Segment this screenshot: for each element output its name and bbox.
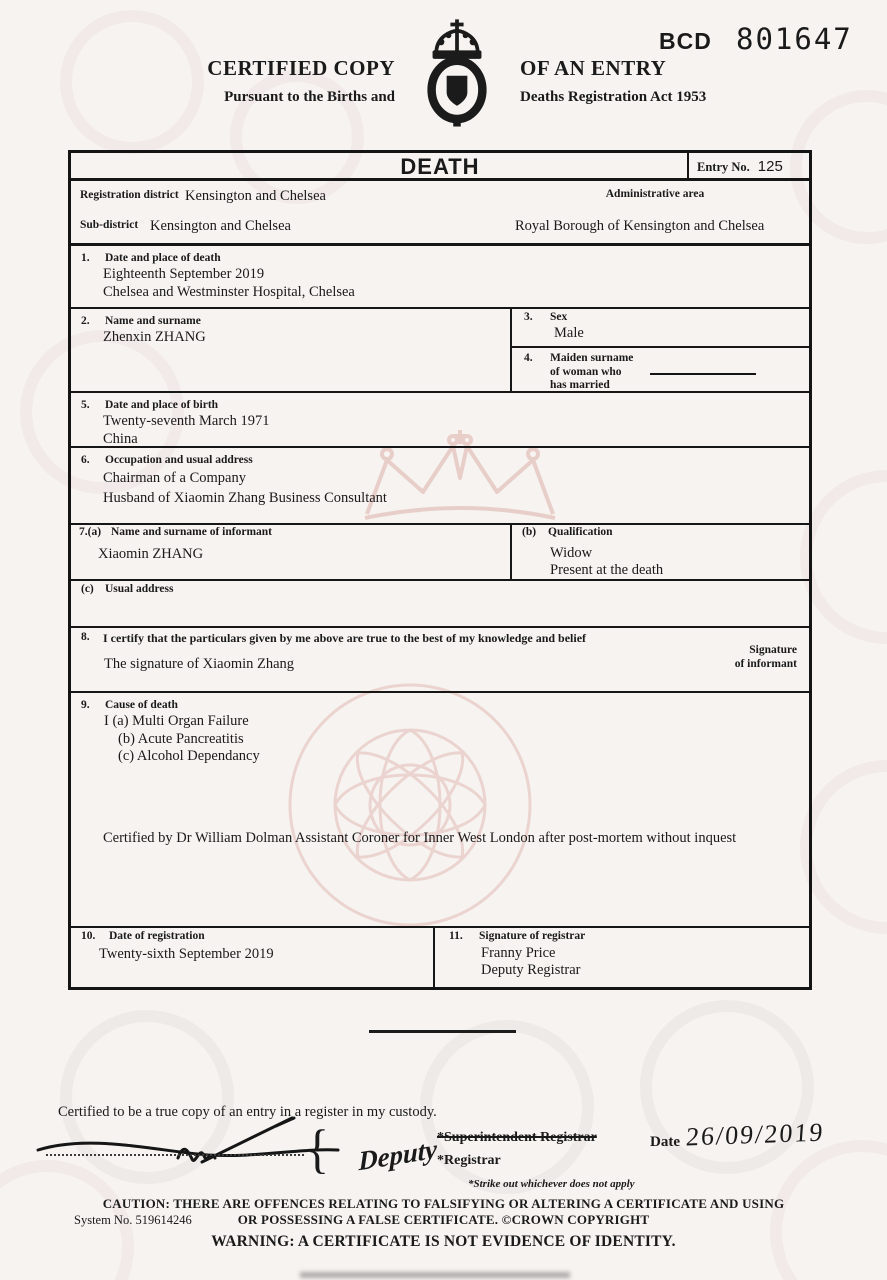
section-3-label: Sex (550, 311, 568, 323)
section-7a-label: Name and surname of informant (111, 526, 272, 538)
paper-watermark (800, 470, 887, 644)
signature-side-line2: of informant (734, 657, 797, 670)
section-4-label (550, 352, 633, 393)
brace-glyph: { (306, 1119, 330, 1180)
section-8 (71, 628, 809, 693)
system-number: System No. 519614246 (74, 1213, 192, 1227)
registration-district-label: Registration district (80, 189, 179, 201)
registrar-name-value: Franny Price (481, 945, 556, 961)
section-10-label: Date of registration (109, 930, 205, 942)
section-6 (71, 448, 809, 525)
caution-line2: OR POSSESSING A FALSE CERTIFICATE. ©CROWN COPYRIGHT (237, 1212, 650, 1227)
qualification-value2: Present at the death (550, 562, 664, 578)
section-10-number: 10. (81, 930, 96, 942)
section-11-label: Signature of registrar (479, 930, 586, 942)
section-2-number: 2. (81, 315, 90, 327)
section-1 (71, 246, 809, 309)
section-2-label: Name and surname (105, 315, 201, 327)
section-1-number: 1. (81, 252, 90, 264)
section-4-label-line1: Maiden surname (550, 352, 634, 364)
name-surname-value: Zhenxin ZHANG (103, 329, 206, 345)
section-7c-label: Usual address (105, 583, 174, 595)
date-of-registration-value: Twenty-sixth September 2019 (99, 946, 274, 962)
administrative-area-label: Administrative area (605, 188, 705, 200)
header-title-right: OF AN ENTRY (520, 56, 667, 80)
section-2-3-4 (71, 309, 809, 393)
section-4-number: 4. (524, 352, 533, 364)
section-4-label-line3: has married (550, 379, 610, 391)
section-4 (512, 348, 809, 391)
form-title: DEATH (400, 154, 480, 179)
row-death-header (71, 153, 809, 181)
maiden-surname-blank-line (650, 373, 756, 375)
section-9-number: 9. (81, 699, 90, 711)
qualification-value1: Widow (550, 545, 593, 561)
place-of-death-value: Chelsea and Westminster Hospital, Chelsea (103, 283, 355, 300)
royal-crest-icon (410, 14, 504, 130)
paper-watermark (60, 10, 204, 154)
signature-dotted-line (46, 1138, 304, 1156)
section-7c (71, 581, 809, 628)
section-5-label: Date and place of birth (105, 399, 219, 411)
paper-watermark (800, 760, 887, 934)
signature-of-informant-label (735, 644, 797, 671)
section-7b-number: (b) (522, 526, 537, 538)
section-11 (435, 928, 809, 987)
date-of-death-value: Eighteenth September 2019 (103, 266, 265, 282)
section-7ab (71, 525, 809, 581)
section-7a-number: 7.(a) (79, 526, 102, 538)
registration-district-value: Kensington and Chelsea (185, 188, 326, 204)
section-10-11 (71, 928, 809, 987)
header-subtitle-right: Deaths Registration Act 1953 (520, 89, 707, 105)
section-5-number: 5. (81, 399, 90, 411)
sex-value: Male (554, 325, 584, 341)
coroner-certification: Certified by Dr William Dolman Assistant Coroner for Inner West London after post-mortem without inquest (103, 830, 737, 846)
informant-name-value: Xiaomin ZHANG (98, 546, 204, 562)
registrar-label: *Registrar (437, 1153, 501, 1168)
cause-of-death-1c: (c) Alcohol Dependancy (118, 748, 260, 764)
section-7a (71, 525, 512, 579)
cause-of-death-1b: (b) Acute Pancreatitis (118, 730, 244, 747)
deputy-handwriting: Deputy (358, 1133, 438, 1177)
section-7c-number: (c) (81, 583, 94, 595)
certified-copy-statement: Certified to be a true copy of an entry in a register in my custody. (58, 1104, 437, 1120)
entry-no-label: Entry No. (697, 160, 750, 174)
warning-statement: WARNING: A CERTIFICATE IS NOT EVIDENCE OF IDENTITY. (211, 1233, 676, 1250)
superintendent-registrar-label: *Superintendent Registrar (437, 1130, 597, 1145)
section-10 (71, 928, 435, 987)
date-label: Date (650, 1134, 680, 1150)
scan-artifact (300, 1272, 570, 1278)
entry-no-cell (687, 153, 809, 178)
section-7b (512, 525, 809, 579)
signature-side-line1: Signature (749, 644, 797, 656)
date-handwritten-value: 26/09/2019 (685, 1117, 826, 1152)
section-3 (512, 309, 809, 348)
section-8-label: I certify that the particulars given by me above are true to the best of my knowledge and belief (103, 631, 587, 645)
section-3-number: 3. (524, 311, 533, 323)
section-7b-label: Qualification (548, 526, 613, 538)
section-4-label-line2: of woman who (550, 365, 622, 378)
header-subtitle-left: Pursuant to the Births and (224, 89, 395, 105)
registrar-title-value: Deputy Registrar (481, 962, 581, 978)
certificate-table (68, 150, 812, 990)
informant-signature-value: The signature of Xiaomin Zhang (104, 656, 295, 672)
section-2 (71, 309, 512, 391)
section-8-number: 8. (81, 631, 90, 643)
section-1-label: Date and place of death (105, 252, 221, 264)
section-6-number: 6. (81, 454, 90, 466)
occupation-value: Chairman of a Company (103, 470, 246, 486)
section-11-number: 11. (449, 930, 463, 942)
entry-no-value: 125 (757, 158, 783, 175)
header-title-left: CERTIFIED COPY (207, 56, 395, 80)
separator-rule (369, 1030, 516, 1033)
serial-number: 801647 (736, 22, 853, 56)
row-districts (71, 181, 809, 246)
section-3-4-column (512, 309, 809, 391)
section-5 (71, 393, 809, 448)
strike-out-note: *Strike out whichever does not apply (468, 1178, 635, 1190)
section-9-label: Cause of death (105, 699, 178, 711)
cause-of-death-1a: I (a) Multi Organ Failure (104, 713, 249, 729)
sub-district-label: Sub-district (80, 219, 139, 231)
caution-line1: CAUTION: THERE ARE OFFENCES RELATING TO FALSIFYING OR ALTERING A CERTIFICATE AND USING (102, 1196, 785, 1211)
section-6-label: Occupation and usual address (105, 454, 253, 466)
date-of-birth-value: Twenty-seventh March 1971 (103, 413, 270, 429)
administrative-area-value: Royal Borough of Kensington and Chelsea (515, 218, 765, 234)
serial-prefix: BCD (659, 28, 712, 54)
spouse-value: Husband of Xiaomin Zhang Business Consultant (103, 489, 387, 506)
sub-district-value: Kensington and Chelsea (150, 218, 291, 234)
place-of-birth-value: China (103, 430, 138, 447)
section-9 (71, 693, 809, 928)
